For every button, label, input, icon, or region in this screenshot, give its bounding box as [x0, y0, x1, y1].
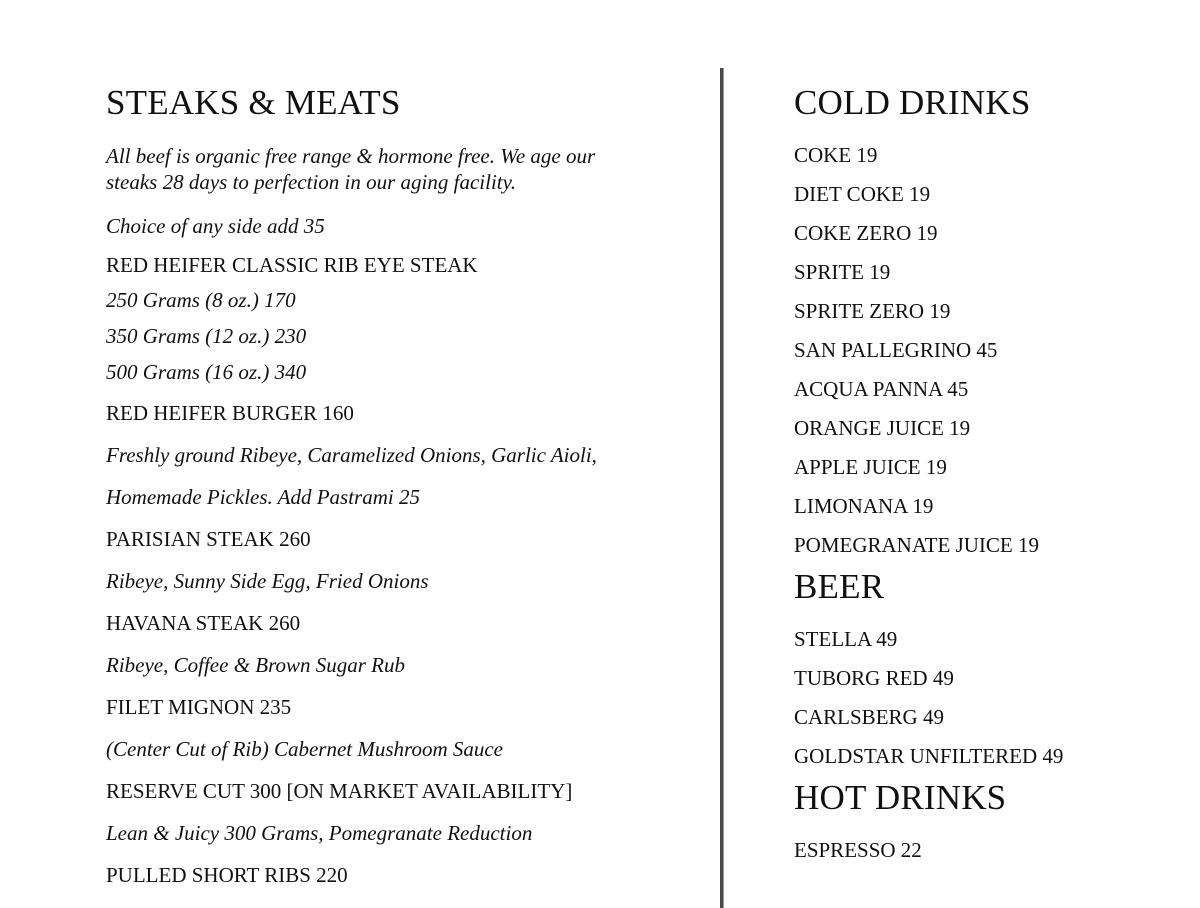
menu-item-name: RED HEIFER BURGER 160	[106, 401, 354, 425]
drink-item: DIET COKE 19	[794, 182, 931, 206]
steaks-title: STEAKS & MEATS	[106, 83, 401, 122]
ribeye-size: 350 Grams (12 oz.) 230	[106, 324, 307, 348]
drink-item: COKE ZERO 19	[794, 221, 938, 245]
drink-item: SAN PALLEGRINO 45	[794, 338, 998, 362]
drink-item: ESPRESSO 22	[794, 838, 922, 862]
drink-item: SPRITE 19	[794, 260, 891, 284]
menu-item-desc: Lean & Juicy 300 Grams, Pomegranate Reduction	[106, 821, 533, 845]
hot-drinks-title: HOT DRINKS	[794, 778, 1007, 817]
menu-item-name: PULLED SHORT RIBS 220	[106, 863, 348, 887]
drink-item: STELLA 49	[794, 627, 898, 651]
column-divider	[720, 68, 724, 908]
menu-item-desc: Ribeye, Sunny Side Egg, Fried Onions	[106, 569, 429, 593]
drink-item: COKE 19	[794, 143, 878, 167]
menu-item-desc: (Center Cut of Rib) Cabernet Mushroom Sauce	[106, 737, 504, 761]
drink-item: ACQUA PANNA 45	[794, 377, 969, 401]
drink-item: TUBORG RED 49	[794, 666, 954, 690]
menu-item-name: PARISIAN STEAK 260	[106, 527, 311, 551]
drink-item: CARLSBERG 49	[794, 705, 944, 729]
ribeye-size: 500 Grams (16 oz.) 340	[106, 360, 307, 384]
menu-item-desc: Homemade Pickles. Add Pastrami 25	[106, 485, 420, 509]
drink-item: POMEGRANATE JUICE 19	[794, 533, 1040, 557]
menu-item-name: HAVANA STEAK 260	[106, 611, 301, 635]
menu-item-name: RESERVE CUT 300 [ON MARKET AVAILABILITY]	[106, 779, 573, 803]
menu-item-desc: Freshly ground Ribeye, Caramelized Onions, Garlic Aioli,	[106, 443, 597, 467]
steaks-intro: All beef is organic free range & hormone free. We age our steaks 28 days to perfection in our aging facility.	[106, 144, 596, 194]
drink-item: LIMONANA 19	[794, 494, 934, 518]
drink-item: APPLE JUICE 19	[794, 455, 947, 479]
drink-item: ORANGE JUICE 19	[794, 416, 971, 440]
beer-title: BEER	[794, 567, 885, 606]
side-note: Choice of any side add 35	[106, 214, 325, 238]
drink-item: SPRITE ZERO 19	[794, 299, 951, 323]
ribeye-name: RED HEIFER CLASSIC RIB EYE STEAK	[106, 253, 478, 277]
drinks-column	[794, 82, 1174, 876]
cold-drinks-title: COLD DRINKS	[794, 83, 1031, 122]
drink-item: GOLDSTAR UNFILTERED 49	[794, 744, 1064, 768]
menu-item-name: FILET MIGNON 235	[106, 695, 292, 719]
ribeye-size: 250 Grams (8 oz.) 170	[106, 288, 296, 312]
steaks-column	[106, 82, 686, 888]
menu-item-desc: Ribeye, Coffee & Brown Sugar Rub	[106, 653, 406, 677]
